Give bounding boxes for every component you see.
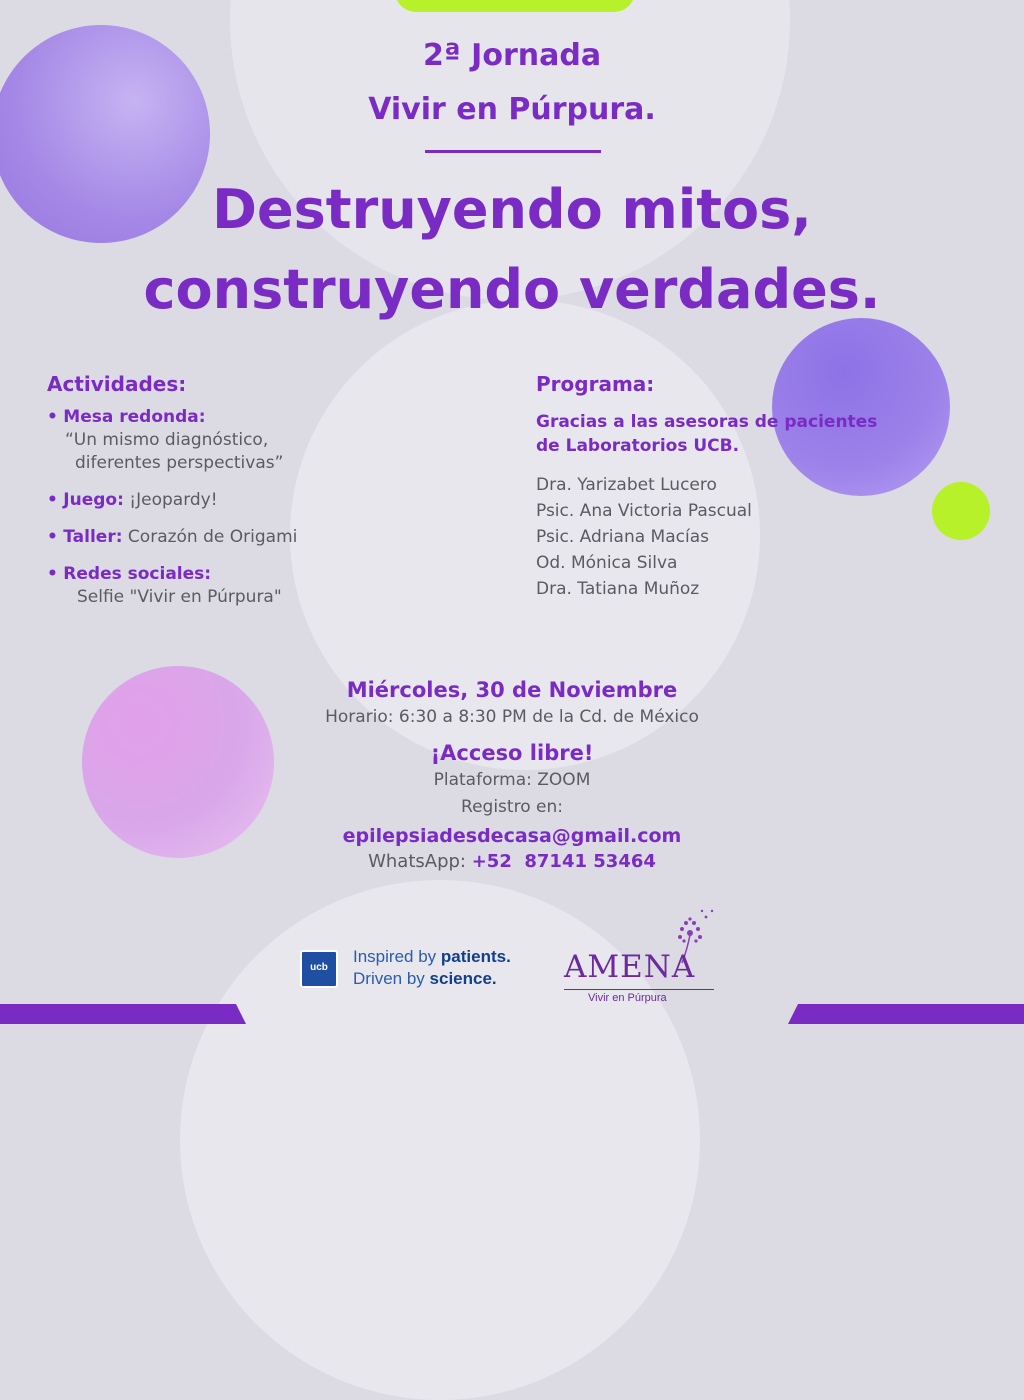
ucb-tagline-emph: patients. <box>440 947 511 966</box>
headline-line-1: Destruyendo mitos, <box>212 178 812 241</box>
amena-underline <box>564 989 714 990</box>
activity-text: ¡Jeopardy! <box>123 490 218 510</box>
speaker-name: Psic. Adriana Macías <box>536 527 709 547</box>
speaker-name: Od. Mónica Silva <box>536 553 678 573</box>
programa-thanks-line-2: de Laboratorios UCB. <box>536 436 740 456</box>
activity-detail-2: diferentes perspectivas” <box>75 453 284 473</box>
speaker-name: Dra. Tatiana Muñoz <box>536 579 700 599</box>
event-schedule: Horario: 6:30 a 8:30 PM de la Cd. de México <box>325 707 699 727</box>
activity-label: Juego: <box>63 490 124 510</box>
activity-item <box>47 563 467 609</box>
actividades-section <box>47 370 467 609</box>
ucb-logo <box>300 946 540 992</box>
ucb-logo-mark-text: ucb <box>310 962 328 973</box>
ucb-tagline-line-1 <box>353 946 511 968</box>
activity-item <box>47 526 467 549</box>
event-name: Vivir en Púrpura. <box>368 92 656 127</box>
access-label: ¡Acceso libre! <box>430 741 594 765</box>
bullet: • <box>47 527 58 547</box>
contact-email-link[interactable]: epilepsiadesdecasa@gmail.com <box>342 825 682 847</box>
whatsapp-line <box>0 849 1024 875</box>
platform-label: Plataforma: ZOOM <box>433 770 591 790</box>
amena-wordmark: AMENA <box>564 949 696 985</box>
whatsapp-number[interactable]: +52 87141 53464 <box>471 851 656 872</box>
bullet: • <box>47 490 58 510</box>
programa-title: Programa: <box>536 372 655 396</box>
activity-label: Mesa redonda: <box>63 407 206 427</box>
bullet: • <box>47 564 58 584</box>
ucb-tagline-part: Driven by <box>353 969 430 988</box>
bottom-band-left <box>0 1004 246 1024</box>
actividades-title: Actividades: <box>47 372 187 396</box>
programa-section <box>536 370 986 602</box>
speaker-name: Dra. Yarizabet Lucero <box>536 475 717 495</box>
activity-label: Redes sociales: <box>63 564 212 584</box>
ucb-logo-mark <box>300 950 338 988</box>
activity-item <box>47 406 467 475</box>
amena-tagline: Vivir en Púrpura <box>588 992 667 1004</box>
activity-text: Corazón de Origami <box>122 527 298 547</box>
bottom-band-right <box>788 1004 1024 1024</box>
bullet: • <box>47 407 58 427</box>
activity-item <box>47 489 467 512</box>
ucb-tagline-line-2 <box>353 968 497 990</box>
speaker-name: Psic. Ana Victoria Pascual <box>536 501 752 521</box>
activity-detail-1: “Un mismo diagnóstico, <box>65 430 269 450</box>
headline-line-2: construyendo verdades. <box>143 258 881 321</box>
activity-detail-1: Selfie "Vivir en Púrpura" <box>77 587 282 607</box>
ucb-tagline-part: Inspired by <box>353 947 441 966</box>
whatsapp-label: WhatsApp: <box>368 851 472 872</box>
header-divider <box>425 150 601 153</box>
register-label: Registro en: <box>461 797 563 817</box>
ucb-tagline-emph: science. <box>429 969 497 988</box>
edition-title: 2ª Jornada <box>422 38 602 73</box>
programa-thanks-line-1: Gracias a las asesoras de pacientes <box>536 412 878 432</box>
amena-logo <box>560 905 730 1005</box>
lime-pill-top <box>395 0 635 12</box>
event-date: Miércoles, 30 de Noviembre <box>346 678 678 702</box>
activity-label: Taller: <box>63 527 123 547</box>
